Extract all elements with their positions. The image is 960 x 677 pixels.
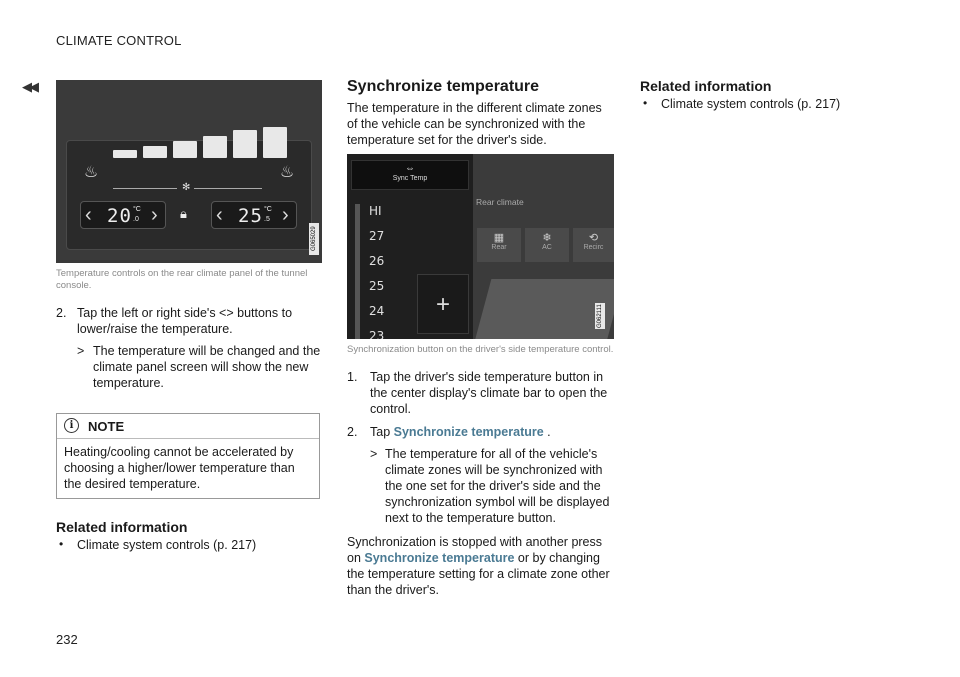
para-suffix: or by changing the temperature setting for a climate zone other than the driver's. (347, 551, 610, 597)
fan-bar (263, 127, 287, 158)
seat-heater-right-icon: ♨ (279, 164, 295, 181)
result-text: The temperature will be changed and the climate panel screen will show the new temperature. (93, 344, 321, 390)
page-number: 232 (56, 632, 78, 647)
center-display-figure (347, 154, 614, 339)
note-box (56, 413, 320, 499)
temp-option: 26 (369, 254, 385, 268)
related-link[interactable] (56, 537, 322, 553)
rear-defrost-icon: ▦ (493, 232, 505, 244)
snowflake-icon: ❄ (542, 232, 552, 244)
right-temp-decimal: .5 (264, 216, 270, 223)
related-info-title: Related information (56, 519, 188, 535)
recirc-tile (573, 228, 614, 262)
section-title: Synchronize temperature (347, 78, 540, 95)
synchronize-temperature-link[interactable]: Synchronize temperature (364, 551, 515, 565)
synchronize-temperature-link[interactable]: Synchronize temperature (393, 425, 544, 439)
result-glyph: > (370, 447, 378, 461)
temp-option: 24 (369, 304, 385, 318)
step-2 (347, 424, 615, 440)
step-number: 2. (56, 306, 67, 320)
left-temp-value: 20 (107, 205, 132, 227)
related-link-text[interactable]: Climate system controls (p. 217) (661, 97, 841, 111)
fan-bar (173, 141, 197, 158)
right-temp-control (211, 201, 297, 229)
column-left (56, 80, 322, 553)
step-1 (347, 369, 615, 417)
fan-bar (113, 150, 137, 158)
sync-stop-paragraph (347, 534, 615, 598)
unit-label: °C (133, 206, 141, 213)
note-header (57, 414, 319, 439)
step-result (347, 446, 615, 526)
step-text: Tap the driver's side temperature button in the center display's climate bar to open the control. (370, 370, 608, 416)
plus-button: + (417, 274, 469, 334)
rear-climate-panel-figure (56, 80, 322, 263)
step-number: 1. (347, 370, 358, 384)
step-text: Tap the left or right side's <> buttons to lower/raise the temperature. (77, 306, 293, 336)
chevron-left-icon: ‹ (216, 204, 223, 226)
sync-label: Sync Temp (392, 175, 428, 182)
fan-bar (203, 136, 227, 158)
figure-caption: Synchronization button on the driver's side temperature control. (347, 344, 614, 355)
ac-tile (525, 228, 569, 262)
tile-label: Rear (491, 244, 507, 251)
unit-label: °C (264, 206, 272, 213)
step-number: 2. (347, 425, 358, 439)
info-icon: i (64, 418, 79, 433)
step-2 (56, 305, 322, 337)
figure-caption: Temperature controls on the rear climate panel of the tunnel console. (56, 268, 308, 291)
sync-temp-button (351, 160, 469, 190)
chevron-left-icon: ‹ (85, 204, 92, 226)
lock-icon: 🔒︎ (180, 206, 187, 221)
left-temp-decimal: .0 (133, 216, 139, 223)
bullet-icon: • (59, 537, 64, 551)
seat-heater-left-icon: ♨ (83, 164, 99, 181)
related-link-text[interactable]: Climate system controls (p. 217) (77, 538, 257, 552)
related-link[interactable] (640, 96, 906, 112)
fan-divider (113, 188, 177, 189)
right-temp-value: 25 (238, 205, 263, 227)
fan-bar (233, 130, 257, 158)
note-title: NOTE (88, 419, 125, 434)
sync-icon: ⇔ (405, 163, 415, 174)
section-header: CLIMATE CONTROL (56, 33, 182, 48)
result-glyph: > (77, 344, 85, 358)
chevron-right-icon: › (282, 204, 289, 226)
intro-paragraph: The temperature in the different climate zones of the vehicle can be synchronized with the temperature set for the driver's side. (347, 101, 602, 147)
fan-divider (194, 188, 262, 189)
left-temp-unit (133, 205, 141, 225)
temp-option: 23 (369, 329, 385, 339)
step-prefix: Tap (370, 425, 391, 439)
column-middle (347, 78, 615, 598)
recirc-icon: ⟲ (588, 232, 599, 244)
left-temp-control (80, 201, 166, 229)
temp-list (369, 204, 384, 339)
para-prefix: Synchronization is stopped with another press on (347, 535, 603, 565)
column-right (640, 78, 906, 112)
temp-option: HI (369, 204, 382, 218)
step-suffix: . (547, 425, 551, 439)
related-info-title: Related information (640, 78, 772, 94)
tile-label: Recirc (583, 244, 604, 251)
temp-option: 25 (369, 279, 385, 293)
figure-code: G062111 (597, 304, 603, 328)
temp-option: 27 (369, 229, 385, 243)
fan-bar (143, 146, 167, 158)
right-temp-unit (264, 205, 272, 225)
chevron-right-icon: › (151, 204, 158, 226)
back-arrows-icon[interactable]: ◀◀ (22, 79, 36, 94)
result-text: The temperature for all of the vehicle's climate zones will be synchronized with the one set for the driver's side and the synchronization symbol will be displayed next to the temperature button. (385, 447, 610, 525)
bullet-icon: • (643, 96, 648, 110)
seat-graphic (473, 279, 614, 339)
fan-icon: ✻ (182, 182, 191, 193)
figure-code: G065029 (309, 223, 319, 255)
rear-defrost-tile (477, 228, 521, 262)
rear-climate-label: Rear climate (476, 197, 524, 207)
note-body: Heating/cooling cannot be accelerated by choosing a higher/lower temperature than the desired temperature. (64, 445, 295, 491)
tile-label: AC (542, 244, 552, 251)
temp-scale-strip (355, 204, 360, 339)
step-result (56, 343, 322, 391)
